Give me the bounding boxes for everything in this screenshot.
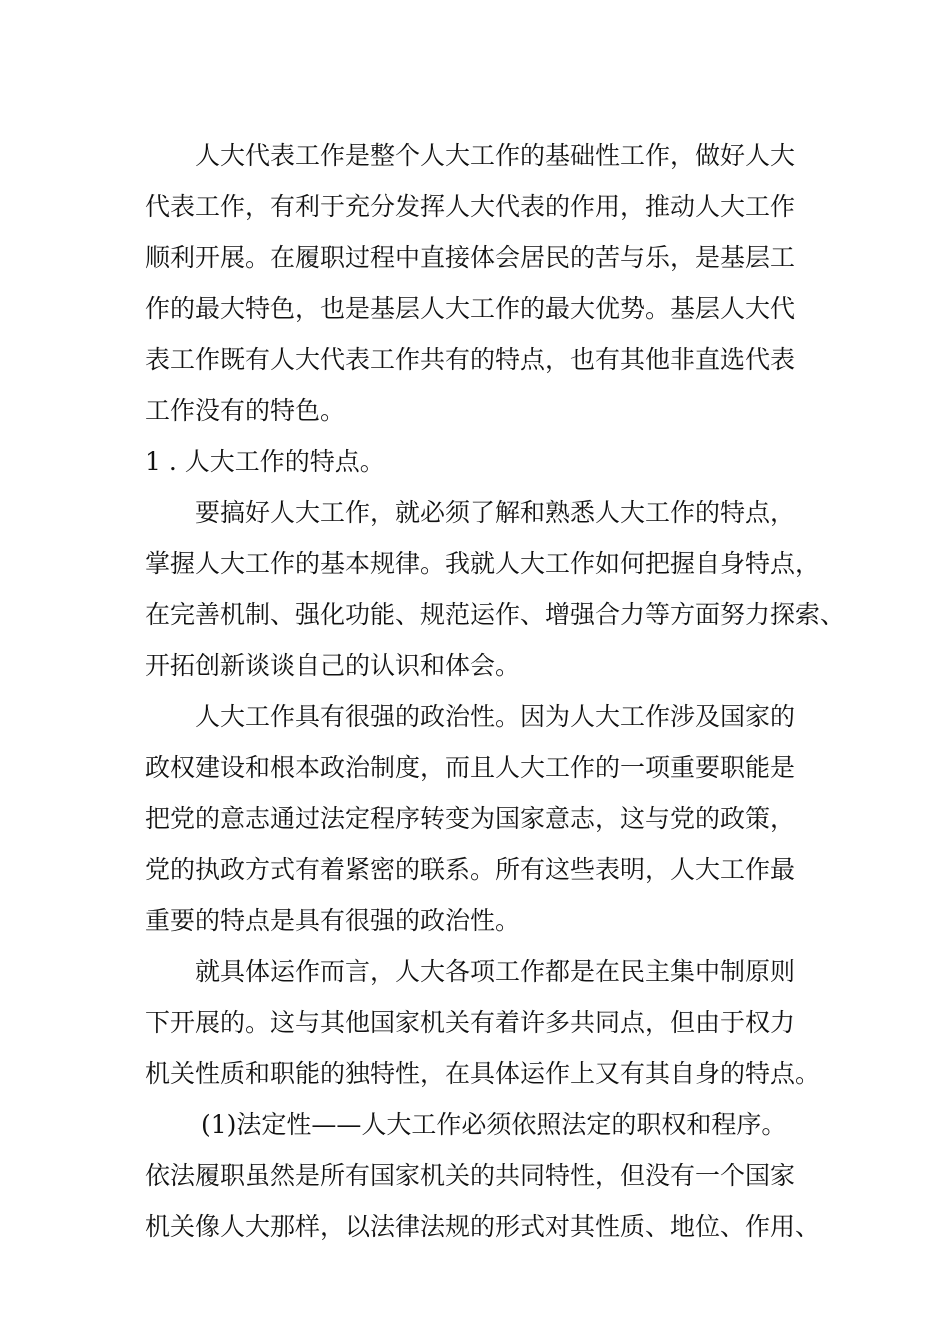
- text-line: 在完善机制、强化功能、规范运作、增强合力等方面努力探索、: [145, 600, 846, 629]
- text-line: 重要的特点是具有很强的政治性。: [145, 906, 521, 935]
- text-line: 工作没有的特色。: [145, 396, 346, 425]
- text-line: 依法履职虽然是所有国家机关的共同特性，但没有一个国家: [145, 1161, 796, 1190]
- paragraph-intro: [145, 130, 815, 436]
- text-line: 开拓创新谈谈自己的认识和体会。: [145, 651, 521, 680]
- text-line: 机关性质和职能的独特性，在具体运作上又有其自身的特点。: [145, 1059, 821, 1088]
- document-body: [145, 130, 846, 1252]
- text-line: 机关像人大那样，以法律法规的形式对其性质、地位、作用、: [145, 1212, 821, 1241]
- text-line: 就具体运作而言，人大各项工作都是在民主集中制原则: [195, 957, 796, 986]
- paragraph-understanding: [145, 487, 846, 691]
- paragraph-political: [145, 691, 815, 946]
- text-line: (1)法定性——人大工作必须依照法定的职权和程序。: [201, 1110, 787, 1139]
- text-line: 人大工作具有很强的政治性。因为人大工作涉及国家的: [195, 702, 796, 731]
- text-line: 政权建设和根本政治制度，而且人大工作的一项重要职能是: [145, 753, 796, 782]
- text-line: 把党的意志通过法定程序转变为国家意志，这与党的政策，: [145, 804, 796, 833]
- text-line: 下开展的。这与其他国家机关有着许多共同点，但由于权力: [145, 1008, 796, 1037]
- text-line: 代表工作，有利于充分发挥人大代表的作用，推动人大工作: [145, 192, 796, 221]
- text-line: 顺利开展。在履职过程中直接体会居民的苦与乐，是基层工: [145, 243, 796, 272]
- paragraph-operation: [145, 946, 821, 1099]
- text-line: 表工作既有人大代表工作共有的特点，也有其他非直选代表: [145, 345, 796, 374]
- paragraph-legality: [145, 1099, 821, 1252]
- text-line: 作的最大特色，也是基层人大工作的最大优势。基层人大代: [145, 294, 796, 323]
- text-line: 党的执政方式有着紧密的联系。所有这些表明，人大工作最: [145, 855, 796, 884]
- text-line: 掌握人大工作的基本规律。我就人大工作如何把握自身特点，: [145, 549, 821, 578]
- heading-line: 1 . 人大工作的特点。: [145, 447, 385, 476]
- text-line: 要搞好人大工作，就必须了解和熟悉人大工作的特点，: [195, 498, 796, 527]
- section-heading: [145, 436, 815, 487]
- text-line: 人大代表工作是整个人大工作的基础性工作，做好人大: [195, 141, 796, 170]
